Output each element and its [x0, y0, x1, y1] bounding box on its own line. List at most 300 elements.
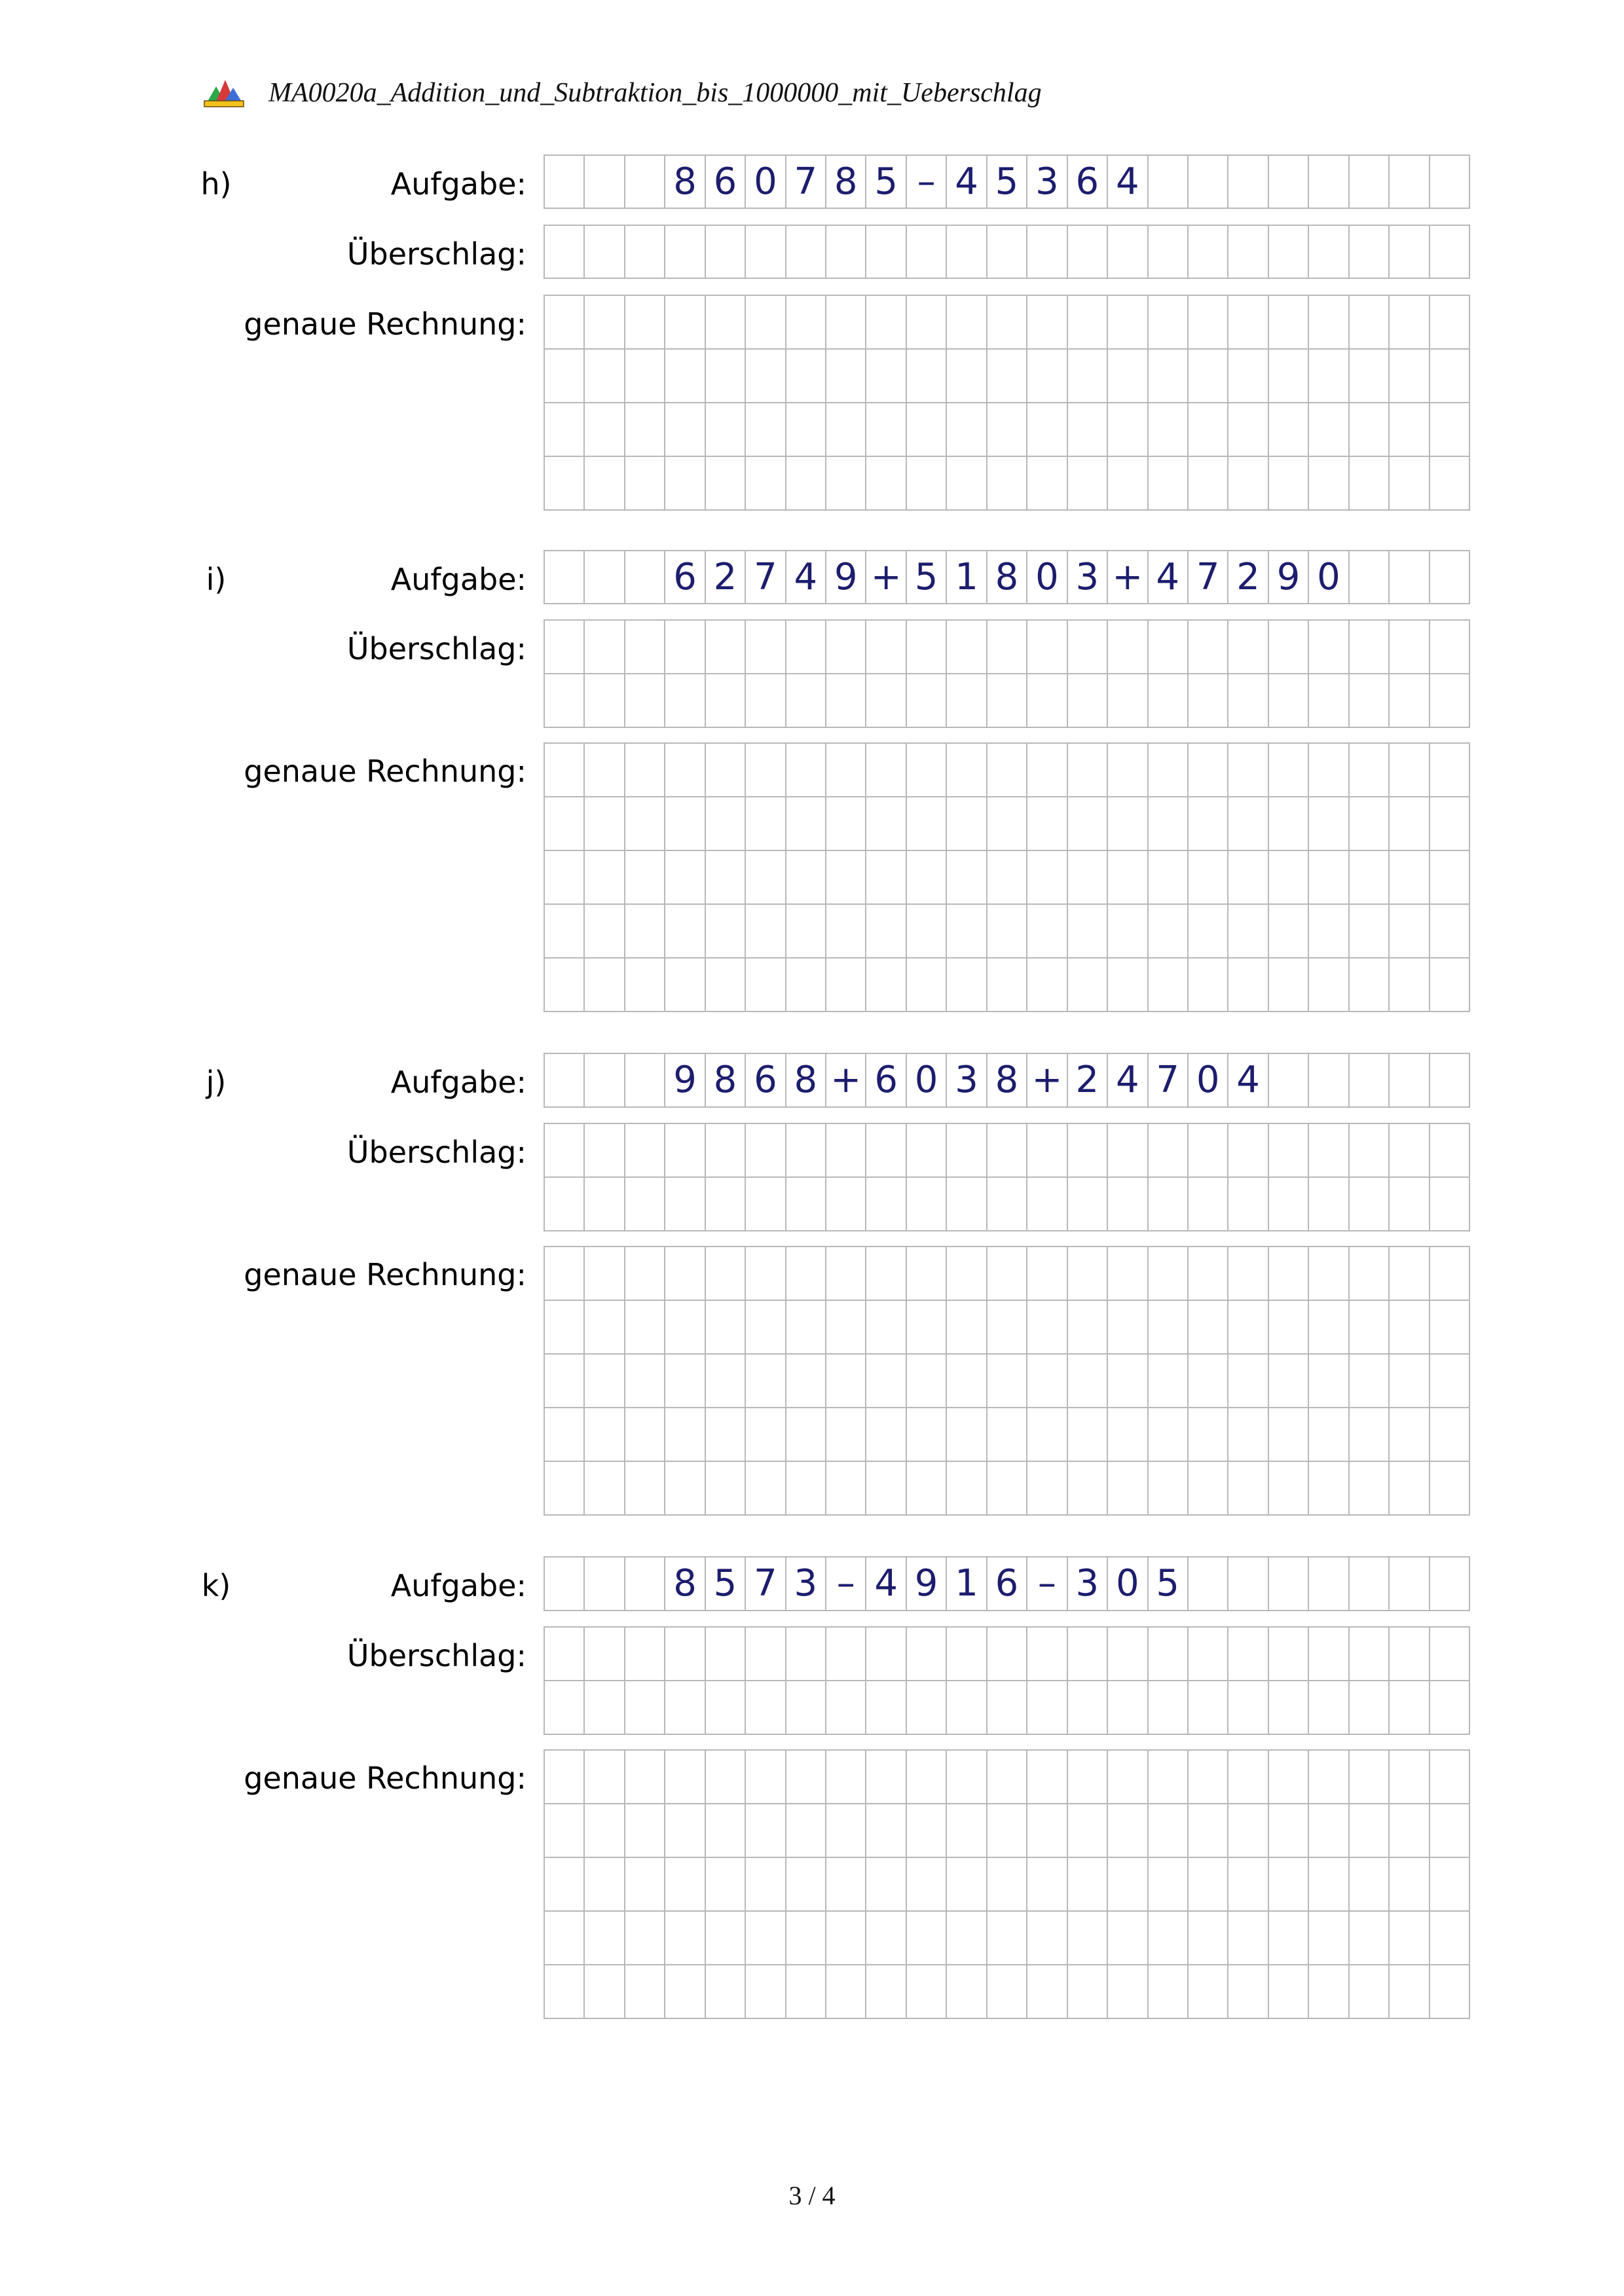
grid-cell[interactable] — [1350, 1858, 1390, 1912]
grid-cell[interactable] — [545, 905, 585, 958]
grid-cell[interactable] — [665, 905, 705, 958]
grid-cell[interactable] — [625, 674, 665, 728]
grid-cell[interactable] — [1189, 1858, 1228, 1912]
grid-cell[interactable] — [1108, 1858, 1148, 1912]
grid-cell[interactable] — [1228, 403, 1268, 457]
grid-cell[interactable] — [1430, 674, 1470, 728]
grid-cell[interactable] — [585, 1355, 625, 1408]
grid-cell[interactable] — [665, 350, 705, 403]
grid-cell[interactable] — [826, 621, 866, 674]
grid-cell[interactable] — [987, 1912, 1027, 1965]
grid-cell[interactable] — [625, 457, 665, 511]
grid-cell[interactable] — [746, 403, 786, 457]
grid-cell[interactable] — [585, 1804, 625, 1858]
grid-cell[interactable] — [1269, 958, 1309, 1012]
grid-cell[interactable] — [826, 1804, 866, 1858]
grid-cell[interactable] — [1390, 1301, 1430, 1355]
grid-cell[interactable] — [907, 1804, 947, 1858]
grid-cell[interactable] — [866, 1408, 906, 1462]
grid-cell[interactable] — [1309, 744, 1349, 797]
grid-cell[interactable] — [987, 1858, 1027, 1912]
grid-cell[interactable] — [1390, 1804, 1430, 1858]
grid-cell[interactable] — [625, 1124, 665, 1178]
grid-cell[interactable] — [585, 1247, 625, 1301]
grid-cell[interactable] — [907, 1858, 947, 1912]
grid-cell[interactable] — [1228, 457, 1268, 511]
grid-cell[interactable] — [1149, 851, 1189, 905]
grid-cell[interactable] — [1390, 403, 1430, 457]
grid-cell[interactable] — [1269, 1628, 1309, 1681]
grid-cell[interactable] — [1430, 350, 1470, 403]
grid-cell[interactable] — [746, 296, 786, 350]
grid-cell[interactable] — [1269, 1301, 1309, 1355]
grid-cell[interactable] — [746, 1858, 786, 1912]
grid-cell[interactable] — [987, 1681, 1027, 1735]
grid-cell[interactable] — [1027, 958, 1067, 1012]
ueberschlag-grid[interactable] — [544, 225, 1470, 279]
grid-cell[interactable] — [1189, 905, 1228, 958]
grid-cell[interactable] — [1189, 226, 1228, 279]
grid-cell[interactable] — [625, 1462, 665, 1516]
grid-cell[interactable] — [1108, 1751, 1148, 1804]
grid-cell[interactable] — [1108, 621, 1148, 674]
grid-cell[interactable] — [987, 1124, 1027, 1178]
grid-cell[interactable] — [826, 1247, 866, 1301]
grid-cell[interactable] — [665, 1965, 705, 2019]
grid-cell[interactable] — [625, 403, 665, 457]
grid-cell[interactable] — [1027, 1462, 1067, 1516]
grid-cell[interactable] — [947, 958, 987, 1012]
grid-cell[interactable] — [1390, 1751, 1430, 1804]
grid-cell[interactable] — [1027, 905, 1067, 958]
grid-cell[interactable] — [625, 1301, 665, 1355]
grid-cell[interactable] — [1068, 621, 1108, 674]
grid-cell[interactable] — [585, 851, 625, 905]
grid-cell[interactable] — [1189, 1178, 1228, 1231]
grid-cell[interactable] — [987, 1355, 1027, 1408]
grid-cell[interactable] — [1068, 403, 1108, 457]
grid-cell[interactable] — [866, 1912, 906, 1965]
grid-cell[interactable] — [1269, 1912, 1309, 1965]
grid-cell[interactable] — [1149, 1178, 1189, 1231]
grid-cell[interactable] — [947, 403, 987, 457]
grid-cell[interactable] — [1228, 350, 1268, 403]
grid-cell[interactable] — [907, 1462, 947, 1516]
grid-cell[interactable] — [947, 1408, 987, 1462]
grid-cell[interactable] — [786, 797, 826, 851]
grid-cell[interactable] — [1068, 1912, 1108, 1965]
grid-cell[interactable] — [1149, 1751, 1189, 1804]
grid-cell[interactable] — [1189, 851, 1228, 905]
grid-cell[interactable] — [585, 296, 625, 350]
grid-cell[interactable] — [545, 457, 585, 511]
grid-cell[interactable] — [786, 226, 826, 279]
grid-cell[interactable] — [585, 350, 625, 403]
grid-cell[interactable] — [826, 1301, 866, 1355]
grid-cell[interactable] — [746, 1355, 786, 1408]
grid-cell[interactable] — [625, 851, 665, 905]
grid-cell[interactable] — [545, 1178, 585, 1231]
grid-cell[interactable] — [826, 226, 866, 279]
grid-cell[interactable] — [1390, 1628, 1430, 1681]
grid-cell[interactable] — [746, 621, 786, 674]
grid-cell[interactable] — [706, 1965, 746, 2019]
grid-cell[interactable] — [746, 1124, 786, 1178]
grid-cell[interactable] — [706, 1408, 746, 1462]
grid-cell[interactable] — [987, 403, 1027, 457]
grid-cell[interactable] — [826, 744, 866, 797]
grid-cell[interactable] — [1309, 1912, 1349, 1965]
grid-cell[interactable] — [625, 350, 665, 403]
grid-cell[interactable] — [1309, 350, 1349, 403]
grid-cell[interactable] — [585, 1178, 625, 1231]
grid-cell[interactable] — [1430, 1247, 1470, 1301]
grid-cell[interactable] — [1430, 1804, 1470, 1858]
grid-cell[interactable] — [1350, 1628, 1390, 1681]
grid-cell[interactable] — [987, 1301, 1027, 1355]
grid-cell[interactable] — [1149, 958, 1189, 1012]
grid-cell[interactable] — [1269, 1355, 1309, 1408]
grid-cell[interactable] — [665, 1628, 705, 1681]
grid-cell[interactable] — [1390, 1965, 1430, 2019]
grid-cell[interactable] — [1228, 1178, 1268, 1231]
grid-cell[interactable] — [947, 1178, 987, 1231]
grid-cell[interactable] — [866, 621, 906, 674]
grid-cell[interactable] — [706, 403, 746, 457]
grid-cell[interactable] — [1068, 797, 1108, 851]
grid-cell[interactable] — [1350, 851, 1390, 905]
grid-cell[interactable] — [786, 1408, 826, 1462]
grid-cell[interactable] — [987, 1804, 1027, 1858]
grid-cell[interactable] — [1269, 1408, 1309, 1462]
grid-cell[interactable] — [826, 797, 866, 851]
grid-cell[interactable] — [1189, 1751, 1228, 1804]
grid-cell[interactable] — [1228, 851, 1268, 905]
grid-cell[interactable] — [545, 1462, 585, 1516]
grid-cell[interactable] — [786, 1858, 826, 1912]
grid-cell[interactable] — [1430, 1124, 1470, 1178]
grid-cell[interactable] — [1350, 621, 1390, 674]
grid-cell[interactable] — [1149, 403, 1189, 457]
grid-cell[interactable] — [706, 797, 746, 851]
grid-cell[interactable] — [1027, 674, 1067, 728]
grid-cell[interactable] — [1390, 226, 1430, 279]
grid-cell[interactable] — [1108, 1462, 1148, 1516]
grid-cell[interactable] — [1269, 797, 1309, 851]
grid-cell[interactable] — [826, 905, 866, 958]
grid-cell[interactable] — [1430, 1462, 1470, 1516]
grid-cell[interactable] — [585, 1301, 625, 1355]
grid-cell[interactable] — [1228, 1462, 1268, 1516]
grid-cell[interactable] — [1309, 1804, 1349, 1858]
grid-cell[interactable] — [585, 1681, 625, 1735]
grid-cell[interactable] — [1309, 905, 1349, 958]
grid-cell[interactable] — [1430, 851, 1470, 905]
grid-cell[interactable] — [1027, 1628, 1067, 1681]
grid-cell[interactable] — [1189, 1804, 1228, 1858]
grid-cell[interactable] — [1309, 621, 1349, 674]
grid-cell[interactable] — [665, 1178, 705, 1231]
grid-cell[interactable] — [907, 1301, 947, 1355]
grid-cell[interactable] — [1149, 350, 1189, 403]
grid-cell[interactable] — [1108, 1681, 1148, 1735]
grid-cell[interactable] — [625, 1628, 665, 1681]
genaue-rechnung-grid[interactable] — [544, 1246, 1470, 1516]
grid-cell[interactable] — [1350, 1408, 1390, 1462]
grid-cell[interactable] — [1068, 1858, 1108, 1912]
grid-cell[interactable] — [907, 851, 947, 905]
grid-cell[interactable] — [866, 1301, 906, 1355]
grid-cell[interactable] — [987, 1462, 1027, 1516]
grid-cell[interactable] — [987, 226, 1027, 279]
grid-cell[interactable] — [866, 1247, 906, 1301]
grid-cell[interactable] — [1068, 1124, 1108, 1178]
grid-cell[interactable] — [746, 1408, 786, 1462]
grid-cell[interactable] — [1108, 457, 1148, 511]
grid-cell[interactable] — [746, 1628, 786, 1681]
grid-cell[interactable] — [987, 621, 1027, 674]
grid-cell[interactable] — [665, 1462, 705, 1516]
grid-cell[interactable] — [1108, 1628, 1148, 1681]
grid-cell[interactable] — [826, 1462, 866, 1516]
grid-cell[interactable] — [1390, 1408, 1430, 1462]
grid-cell[interactable] — [826, 1178, 866, 1231]
grid-cell[interactable] — [866, 1858, 906, 1912]
grid-cell[interactable] — [1309, 674, 1349, 728]
grid-cell[interactable] — [907, 226, 947, 279]
grid-cell[interactable] — [1350, 1965, 1390, 2019]
grid-cell[interactable] — [907, 744, 947, 797]
grid-cell[interactable] — [1149, 296, 1189, 350]
grid-cell[interactable] — [1390, 1124, 1430, 1178]
grid-cell[interactable] — [1350, 226, 1390, 279]
grid-cell[interactable] — [706, 851, 746, 905]
grid-cell[interactable] — [987, 905, 1027, 958]
grid-cell[interactable] — [665, 674, 705, 728]
grid-cell[interactable] — [545, 621, 585, 674]
grid-cell[interactable] — [585, 744, 625, 797]
grid-cell[interactable] — [1390, 1912, 1430, 1965]
grid-cell[interactable] — [585, 1912, 625, 1965]
grid-cell[interactable] — [1350, 1681, 1390, 1735]
grid-cell[interactable] — [1108, 350, 1148, 403]
grid-cell[interactable] — [1350, 674, 1390, 728]
grid-cell[interactable] — [1027, 1804, 1067, 1858]
grid-cell[interactable] — [987, 1751, 1027, 1804]
grid-cell[interactable] — [1430, 1912, 1470, 1965]
grid-cell[interactable] — [947, 1965, 987, 2019]
grid-cell[interactable] — [1068, 1965, 1108, 2019]
grid-cell[interactable] — [545, 1355, 585, 1408]
grid-cell[interactable] — [907, 1124, 947, 1178]
grid-cell[interactable] — [706, 1628, 746, 1681]
grid-cell[interactable] — [706, 457, 746, 511]
grid-cell[interactable] — [866, 744, 906, 797]
grid-cell[interactable] — [1149, 1462, 1189, 1516]
grid-cell[interactable] — [947, 457, 987, 511]
grid-cell[interactable] — [866, 1124, 906, 1178]
grid-cell[interactable] — [545, 744, 585, 797]
grid-cell[interactable] — [1269, 1858, 1309, 1912]
grid-cell[interactable] — [1068, 905, 1108, 958]
grid-cell[interactable] — [1068, 350, 1108, 403]
grid-cell[interactable] — [1350, 1804, 1390, 1858]
grid-cell[interactable] — [1350, 1355, 1390, 1408]
grid-cell[interactable] — [786, 1355, 826, 1408]
grid-cell[interactable] — [1189, 1408, 1228, 1462]
grid-cell[interactable] — [907, 296, 947, 350]
grid-cell[interactable] — [786, 296, 826, 350]
grid-cell[interactable] — [947, 1804, 987, 1858]
grid-cell[interactable] — [1108, 1124, 1148, 1178]
grid-cell[interactable] — [625, 296, 665, 350]
grid-cell[interactable] — [585, 797, 625, 851]
grid-cell[interactable] — [1390, 674, 1430, 728]
grid-cell[interactable] — [1430, 1178, 1470, 1231]
grid-cell[interactable] — [1390, 1247, 1430, 1301]
grid-cell[interactable] — [585, 403, 625, 457]
grid-cell[interactable] — [1309, 226, 1349, 279]
grid-cell[interactable] — [1390, 1858, 1430, 1912]
grid-cell[interactable] — [1309, 1355, 1349, 1408]
grid-cell[interactable] — [1309, 457, 1349, 511]
grid-cell[interactable] — [1269, 1247, 1309, 1301]
grid-cell[interactable] — [1228, 1355, 1268, 1408]
grid-cell[interactable] — [1390, 1178, 1430, 1231]
grid-cell[interactable] — [625, 1751, 665, 1804]
grid-cell[interactable] — [907, 1355, 947, 1408]
grid-cell[interactable] — [1027, 1355, 1067, 1408]
grid-cell[interactable] — [907, 1681, 947, 1735]
grid-cell[interactable] — [1430, 296, 1470, 350]
grid-cell[interactable] — [1027, 1751, 1067, 1804]
grid-cell[interactable] — [1068, 1681, 1108, 1735]
grid-cell[interactable] — [1189, 621, 1228, 674]
grid-cell[interactable] — [947, 1462, 987, 1516]
grid-cell[interactable] — [545, 1301, 585, 1355]
grid-cell[interactable] — [1149, 1858, 1189, 1912]
grid-cell[interactable] — [585, 905, 625, 958]
grid-cell[interactable] — [1269, 350, 1309, 403]
grid-cell[interactable] — [746, 457, 786, 511]
grid-cell[interactable] — [786, 403, 826, 457]
grid-cell[interactable] — [1027, 851, 1067, 905]
grid-cell[interactable] — [1189, 1965, 1228, 2019]
grid-cell[interactable] — [1309, 1965, 1349, 2019]
grid-cell[interactable] — [987, 1178, 1027, 1231]
grid-cell[interactable] — [1309, 958, 1349, 1012]
grid-cell[interactable] — [1309, 851, 1349, 905]
grid-cell[interactable] — [1108, 1355, 1148, 1408]
grid-cell[interactable] — [1430, 1301, 1470, 1355]
grid-cell[interactable] — [1027, 403, 1067, 457]
grid-cell[interactable] — [866, 1751, 906, 1804]
grid-cell[interactable] — [1228, 1751, 1268, 1804]
grid-cell[interactable] — [665, 1912, 705, 1965]
grid-cell[interactable] — [625, 958, 665, 1012]
grid-cell[interactable] — [947, 350, 987, 403]
grid-cell[interactable] — [786, 674, 826, 728]
grid-cell[interactable] — [1189, 674, 1228, 728]
grid-cell[interactable] — [1149, 1912, 1189, 1965]
grid-cell[interactable] — [1068, 958, 1108, 1012]
grid-cell[interactable] — [947, 226, 987, 279]
genaue-rechnung-grid[interactable] — [544, 742, 1470, 1012]
grid-cell[interactable] — [987, 851, 1027, 905]
grid-cell[interactable] — [1108, 958, 1148, 1012]
grid-cell[interactable] — [1309, 1751, 1349, 1804]
grid-cell[interactable] — [1149, 1301, 1189, 1355]
grid-cell[interactable] — [625, 226, 665, 279]
grid-cell[interactable] — [866, 1462, 906, 1516]
grid-cell[interactable] — [665, 457, 705, 511]
grid-cell[interactable] — [1390, 797, 1430, 851]
grid-cell[interactable] — [1350, 1751, 1390, 1804]
grid-cell[interactable] — [1068, 1751, 1108, 1804]
grid-cell[interactable] — [866, 797, 906, 851]
grid-cell[interactable] — [1068, 296, 1108, 350]
grid-cell[interactable] — [545, 1804, 585, 1858]
grid-cell[interactable] — [1430, 958, 1470, 1012]
grid-cell[interactable] — [706, 1681, 746, 1735]
grid-cell[interactable] — [866, 958, 906, 1012]
grid-cell[interactable] — [625, 905, 665, 958]
grid-cell[interactable] — [665, 797, 705, 851]
grid-cell[interactable] — [1430, 1408, 1470, 1462]
grid-cell[interactable] — [1027, 797, 1067, 851]
grid-cell[interactable] — [1309, 1462, 1349, 1516]
grid-cell[interactable] — [1269, 457, 1309, 511]
grid-cell[interactable] — [907, 1408, 947, 1462]
grid-cell[interactable] — [1309, 296, 1349, 350]
grid-cell[interactable] — [1027, 621, 1067, 674]
grid-cell[interactable] — [665, 1751, 705, 1804]
grid-cell[interactable] — [987, 457, 1027, 511]
grid-cell[interactable] — [665, 1858, 705, 1912]
grid-cell[interactable] — [1027, 350, 1067, 403]
grid-cell[interactable] — [866, 1628, 906, 1681]
grid-cell[interactable] — [866, 851, 906, 905]
grid-cell[interactable] — [1390, 1462, 1430, 1516]
grid-cell[interactable] — [665, 1355, 705, 1408]
grid-cell[interactable] — [1430, 1965, 1470, 2019]
grid-cell[interactable] — [1027, 1178, 1067, 1231]
grid-cell[interactable] — [1228, 296, 1268, 350]
grid-cell[interactable] — [786, 1628, 826, 1681]
grid-cell[interactable] — [866, 905, 906, 958]
grid-cell[interactable] — [786, 958, 826, 1012]
grid-cell[interactable] — [1269, 621, 1309, 674]
grid-cell[interactable] — [746, 1247, 786, 1301]
grid-cell[interactable] — [1189, 1301, 1228, 1355]
grid-cell[interactable] — [1269, 1965, 1309, 2019]
grid-cell[interactable] — [1027, 1965, 1067, 2019]
grid-cell[interactable] — [706, 296, 746, 350]
grid-cell[interactable] — [786, 457, 826, 511]
grid-cell[interactable] — [987, 797, 1027, 851]
grid-cell[interactable] — [585, 1751, 625, 1804]
grid-cell[interactable] — [706, 1301, 746, 1355]
grid-cell[interactable] — [1350, 457, 1390, 511]
grid-cell[interactable] — [1068, 1301, 1108, 1355]
grid-cell[interactable] — [625, 1912, 665, 1965]
grid-cell[interactable] — [947, 1628, 987, 1681]
grid-cell[interactable] — [1068, 1462, 1108, 1516]
grid-cell[interactable] — [1269, 1178, 1309, 1231]
grid-cell[interactable] — [1108, 1965, 1148, 2019]
grid-cell[interactable] — [706, 1247, 746, 1301]
grid-cell[interactable] — [746, 1804, 786, 1858]
